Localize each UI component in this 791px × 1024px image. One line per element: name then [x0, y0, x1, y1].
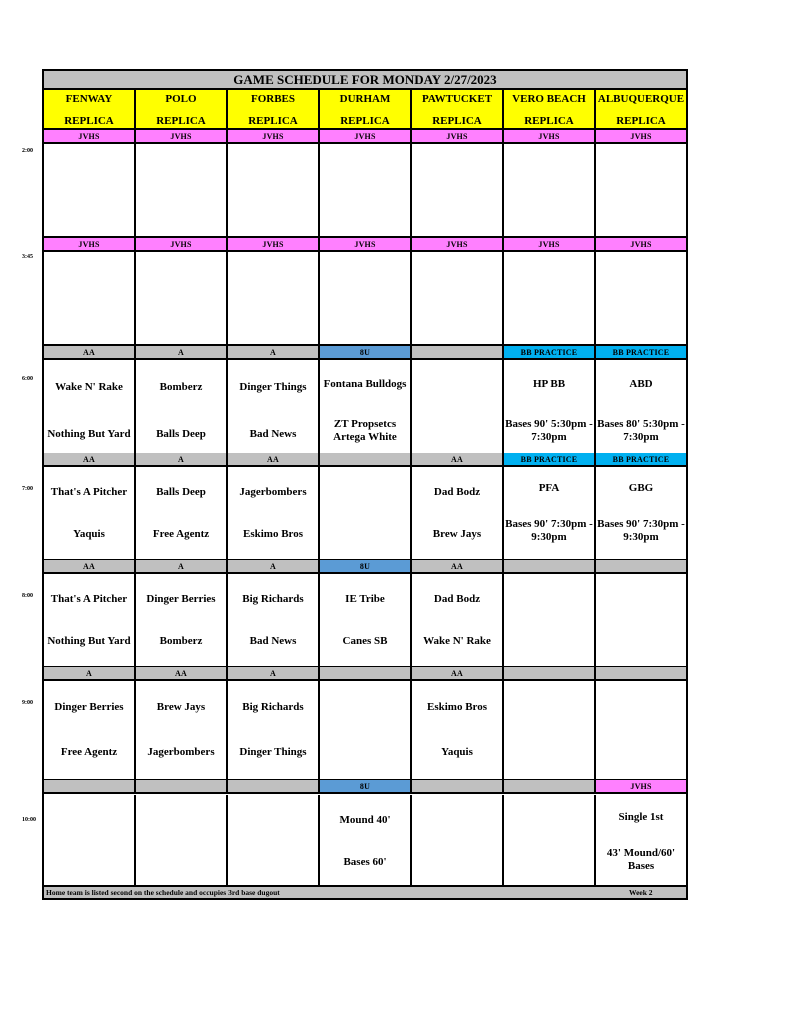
team-away: GBG: [628, 482, 654, 495]
division-label: BB PRACTICE: [504, 453, 596, 465]
game-cell: [44, 574, 136, 666]
team-home: Dinger Things: [239, 746, 307, 758]
field-subtitle: REPLICA: [64, 115, 114, 127]
team-away: IE Tribe: [345, 592, 385, 605]
team-away: Dinger Things: [239, 381, 307, 393]
division-label: JVHS: [320, 130, 412, 142]
field-subtitle: REPLICA: [432, 115, 482, 127]
game-row: [44, 681, 686, 781]
division-label: [504, 667, 596, 679]
game-cell: [412, 574, 504, 666]
division-label: 8U: [320, 560, 412, 572]
game-row: [44, 574, 686, 668]
division-label: 8U: [320, 346, 412, 358]
division-label: AA: [412, 560, 504, 572]
division-label: [412, 780, 504, 792]
team-home: Bomberz: [159, 634, 203, 647]
division-label: JVHS: [596, 130, 686, 142]
team-home: Bad News: [249, 428, 297, 440]
time-slot-label: 6:00: [22, 376, 33, 382]
team-home: Bases 60': [343, 856, 387, 869]
division-label: JVHS: [412, 130, 504, 142]
field-header-0: [44, 90, 136, 128]
division-label: BB PRACTICE: [504, 346, 596, 358]
division-label: JVHS: [228, 238, 320, 250]
game-cell: [228, 681, 320, 779]
time-slot-label: 10:00: [22, 817, 36, 823]
team-home: Jagerbombers: [147, 746, 215, 758]
game-cell: [504, 681, 596, 779]
game-cell: [44, 252, 136, 344]
division-label: A: [136, 453, 228, 465]
division-label-row: [44, 780, 686, 794]
game-cell: [412, 795, 504, 888]
team-home: Balls Deep: [156, 428, 206, 440]
team-home: Brew Jays: [432, 527, 482, 540]
division-label: JVHS: [228, 130, 320, 142]
division-label-row: [44, 453, 686, 467]
field-header-2: [228, 90, 320, 128]
game-cell: [228, 795, 320, 888]
division-label: AA: [412, 667, 504, 679]
game-cell: [596, 574, 686, 666]
team-away: Jagerbombers: [239, 485, 307, 498]
team-home: Bad News: [249, 634, 297, 647]
game-cell: [596, 360, 686, 462]
field-name: POLO: [165, 93, 197, 105]
division-label: JVHS: [412, 238, 504, 250]
team-away: Dinger Berries: [54, 701, 124, 713]
game-cell: [504, 467, 596, 559]
team-home: Bases 90' 5:30pm - 7:30pm: [505, 418, 593, 444]
team-away: Big Richards: [242, 592, 304, 605]
team-home: Free Agentz: [152, 527, 210, 540]
game-cell: [320, 574, 412, 666]
team-home: Bases 80' 5:30pm - 7:30pm: [597, 418, 685, 444]
division-label: JVHS: [136, 130, 228, 142]
game-cell: [596, 467, 686, 559]
team-home: Free Agentz: [60, 746, 118, 758]
division-label-row: [44, 667, 686, 681]
game-cell: [136, 360, 228, 462]
game-cell: [228, 360, 320, 462]
division-label: JVHS: [136, 238, 228, 250]
game-cell: [596, 795, 686, 888]
division-label: AA: [412, 453, 504, 465]
game-cell: [44, 795, 136, 888]
division-label: JVHS: [596, 238, 686, 250]
time-slot-label: 3:45: [22, 254, 33, 260]
time-slot-label: 7:00: [22, 486, 33, 492]
game-cell: [504, 360, 596, 462]
division-label: BB PRACTICE: [596, 346, 686, 358]
game-cell: [596, 252, 686, 344]
game-cell: [412, 467, 504, 559]
division-label: [320, 667, 412, 679]
division-label: 8U: [320, 780, 412, 792]
division-label: JVHS: [596, 780, 686, 792]
game-cell: [44, 681, 136, 779]
team-away: Big Richards: [242, 701, 304, 713]
division-label: [504, 780, 596, 792]
division-label: A: [228, 560, 320, 572]
field-subtitle: REPLICA: [340, 115, 390, 127]
field-name: VERO BEACH: [512, 93, 586, 105]
division-label-row: [44, 346, 686, 360]
time-slot-label: 9:00: [22, 700, 33, 706]
game-cell: [412, 252, 504, 344]
division-label: JVHS: [44, 238, 136, 250]
footer-bar: [44, 885, 686, 898]
team-away: Balls Deep: [156, 485, 206, 498]
team-home: Wake N' Rake: [423, 634, 491, 647]
field-header-5: [504, 90, 596, 128]
division-label: [596, 560, 686, 572]
field-header-6: [596, 90, 686, 128]
team-away: PFA: [538, 482, 560, 495]
game-cell: [320, 360, 412, 462]
game-cell: [320, 795, 412, 888]
team-away: ABD: [629, 377, 653, 390]
division-label: AA: [44, 453, 136, 465]
field-name: FENWAY: [65, 93, 113, 105]
game-cell: [320, 681, 412, 779]
game-cell: [596, 681, 686, 779]
game-cell: [136, 252, 228, 344]
field-name: ALBUQUERQUE: [597, 93, 685, 105]
division-label: [320, 453, 412, 465]
schedule-title: GAME SCHEDULE FOR MONDAY 2/27/2023: [44, 71, 686, 90]
team-away: Dinger Berries: [146, 592, 216, 605]
team-away: Dad Bodz: [433, 485, 481, 498]
game-cell: [136, 144, 228, 236]
game-cell: [228, 467, 320, 559]
team-home: Yaquis: [73, 527, 105, 540]
division-label-row: [44, 130, 686, 144]
footer-note: Home team is listed second on the schedule and occupies 3rd base dugout: [46, 888, 280, 897]
game-row: [44, 144, 686, 238]
game-row: [44, 360, 686, 464]
team-away: Mound 40': [339, 813, 391, 826]
game-cell: [412, 144, 504, 236]
division-label: [412, 346, 504, 358]
team-home: Bases 90' 7:30pm - 9:30pm: [505, 517, 593, 543]
game-cell: [504, 144, 596, 236]
field-header-row: [44, 90, 686, 130]
division-label: A: [136, 346, 228, 358]
division-label: BB PRACTICE: [596, 453, 686, 465]
division-label: AA: [228, 453, 320, 465]
team-away: Single 1st: [618, 810, 664, 823]
field-header-4: [412, 90, 504, 128]
division-label: [228, 780, 320, 792]
game-row: [44, 252, 686, 346]
division-label: AA: [44, 346, 136, 358]
division-label-row: [44, 560, 686, 574]
team-home: Yaquis: [441, 746, 473, 758]
division-label: AA: [44, 560, 136, 572]
game-cell: [504, 574, 596, 666]
division-label-row: [44, 238, 686, 252]
game-cell: [136, 681, 228, 779]
field-subtitle: REPLICA: [616, 115, 666, 127]
game-cell: [504, 252, 596, 344]
game-cell: [136, 574, 228, 666]
week-label: Week 2: [629, 888, 653, 897]
division-label: JVHS: [320, 238, 412, 250]
team-away: Eskimo Bros: [426, 701, 487, 713]
team-home: Nothing But Yard: [47, 634, 131, 647]
field-name: PAWTUCKET: [421, 93, 493, 105]
game-cell: [44, 360, 136, 462]
team-home: Eskimo Bros: [242, 527, 303, 540]
division-label: [44, 780, 136, 792]
team-away: Wake N' Rake: [55, 381, 123, 393]
time-slot-label: 8:00: [22, 593, 33, 599]
game-cell: [596, 144, 686, 236]
division-label: JVHS: [44, 130, 136, 142]
game-cell: [136, 467, 228, 559]
field-subtitle: REPLICA: [524, 115, 574, 127]
game-cell: [44, 467, 136, 559]
game-cell: [412, 681, 504, 779]
game-cell: [136, 795, 228, 888]
game-cell: [320, 252, 412, 344]
division-label: [504, 560, 596, 572]
game-row: [44, 795, 686, 890]
team-away: Brew Jays: [156, 701, 206, 713]
game-cell: [228, 574, 320, 666]
division-label: A: [228, 346, 320, 358]
team-away: That's A Pitcher: [50, 592, 128, 605]
team-away: Bomberz: [159, 381, 203, 393]
team-home: ZT Propsetcs Artega White: [333, 418, 397, 444]
game-cell: [320, 467, 412, 559]
division-label: JVHS: [504, 130, 596, 142]
game-cell: [412, 360, 504, 462]
team-home: 43' Mound/60' Bases: [606, 846, 676, 872]
field-header-1: [136, 90, 228, 128]
team-away: That's A Pitcher: [50, 485, 128, 498]
field-subtitle: REPLICA: [248, 115, 298, 127]
game-cell: [228, 252, 320, 344]
division-label: [136, 780, 228, 792]
game-cell: [228, 144, 320, 236]
game-cell: [504, 795, 596, 888]
division-label: A: [228, 667, 320, 679]
team-away: Dad Bodz: [433, 592, 481, 605]
team-home: Bases 90' 7:30pm - 9:30pm: [597, 517, 685, 543]
field-header-3: [320, 90, 412, 128]
division-label: A: [44, 667, 136, 679]
team-away: Fontana Bulldogs: [323, 377, 407, 390]
time-slot-label: 2:00: [22, 148, 33, 154]
team-home: Nothing But Yard: [47, 428, 131, 440]
division-label: AA: [136, 667, 228, 679]
field-name: FORBES: [250, 93, 295, 105]
team-home: Canes SB: [342, 634, 388, 647]
game-cell: [44, 144, 136, 236]
field-subtitle: REPLICA: [156, 115, 206, 127]
game-row: [44, 467, 686, 561]
division-label: JVHS: [504, 238, 596, 250]
team-away: HP BB: [532, 377, 566, 390]
schedule-table: [42, 69, 688, 900]
division-label: [596, 667, 686, 679]
field-name: DURHAM: [339, 93, 391, 105]
game-cell: [320, 144, 412, 236]
division-label: A: [136, 560, 228, 572]
